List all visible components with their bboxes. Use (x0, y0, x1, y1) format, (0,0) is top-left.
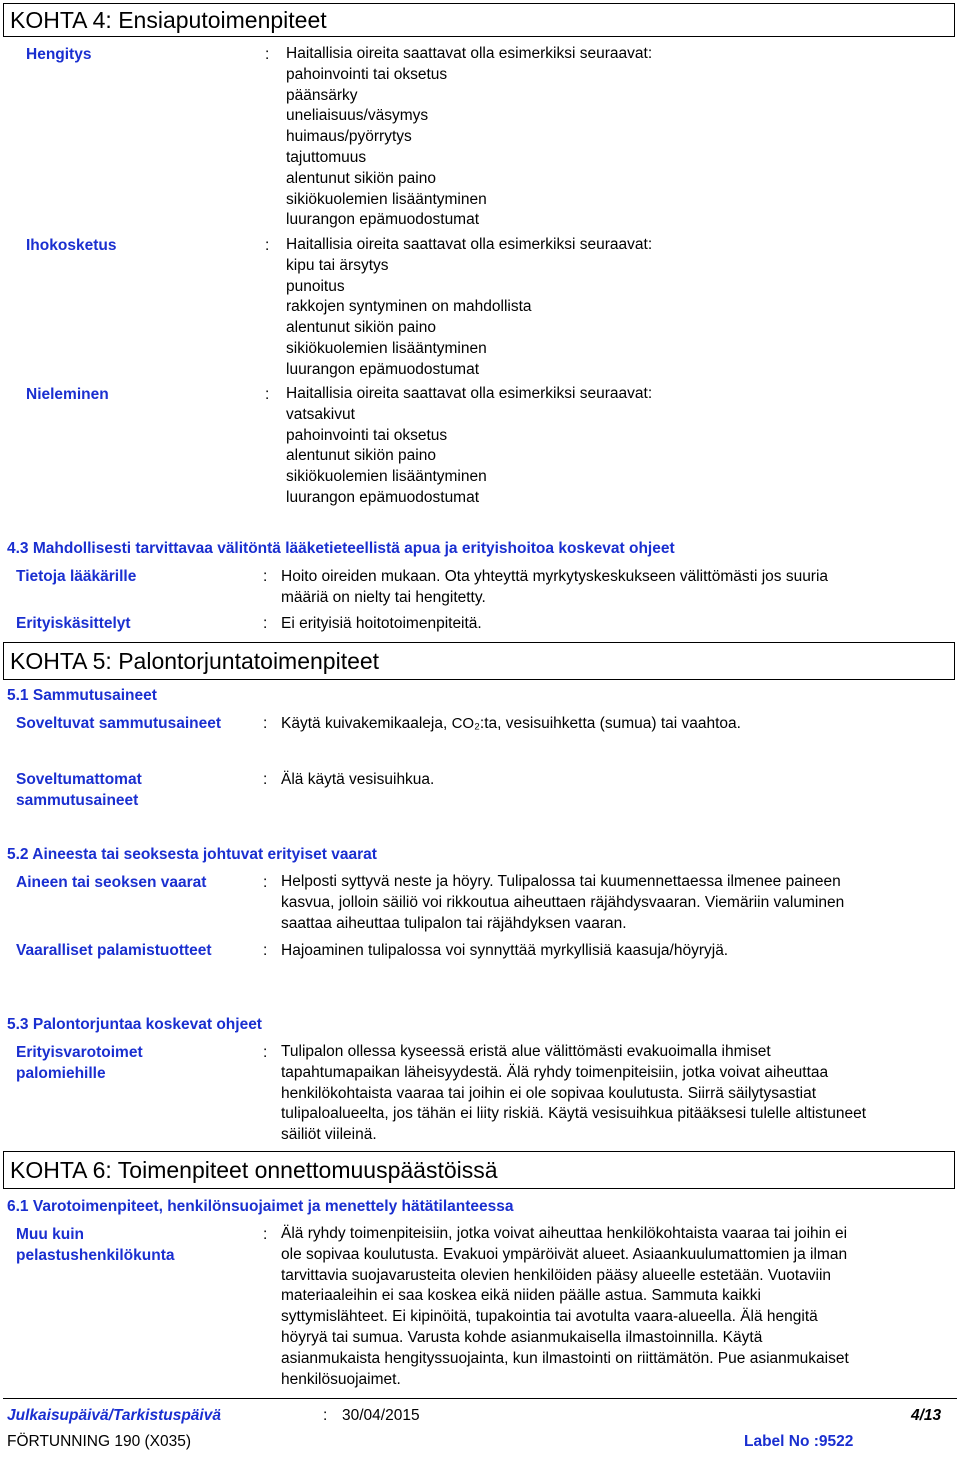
sopimattomat-label-2: sammutusaineet (16, 792, 139, 809)
footer-page-number: 4/13 (911, 1407, 942, 1424)
line: Älä ryhdy toimenpiteisiin, jotka voivat aiheuttaa henkilökohtaista vaaraa tai joihin ei (281, 1225, 848, 1242)
sopimattomat-label-1: Soveltumattomat (16, 771, 142, 788)
line: materiaaleihin ei saa koskea eikä niiden päälle astua. Sammuta kaikki (281, 1287, 761, 1305)
line: ole sopivaa koulutusta. Evakuoi ympäröivät alueet. Asiaankuulumattomien ja ilman (281, 1245, 848, 1263)
colon: : (263, 615, 268, 632)
vaarat-label: Aineen tai seoksen vaarat (16, 874, 207, 891)
erityiskasittelyt-label: Erityiskäsittelyt (16, 615, 131, 632)
footer-date-value: 30/04/2015 (342, 1407, 420, 1424)
footer-divider (3, 1398, 957, 1399)
nieleminen-label: Nieleminen (26, 386, 109, 403)
footer-label-no: Label No :9522 (744, 1433, 854, 1450)
colon: : (263, 715, 268, 732)
line: saattaa aiheuttaa tulipalon tai räjähdyksen vaaran. (281, 914, 627, 932)
colon: : (263, 1044, 268, 1061)
nieleminen-lines (286, 384, 652, 509)
tietoja-line-2: määriä on nielty tai hengitetty. (281, 589, 486, 606)
line: syttymislähteet. Ei kipinöitä, tupakointia tai avotulta vaara-alueella. Älä hengitä (281, 1308, 818, 1326)
soveltuvat-value (281, 713, 741, 734)
colon: : (265, 386, 270, 403)
section-5-title: KOHTA 5: Palontorjuntatoimenpiteet (3, 642, 955, 680)
soveltuvat-text-a: Käytä kuivakemikaaleja, (281, 715, 452, 732)
subsection-6-1-title: 6.1 Varotoimenpiteet, henkilönsuojaimet ja menettely hätätilanteessa (7, 1198, 514, 1215)
line: huimaus/pyörrytys (286, 128, 412, 146)
soveltuvat-label: Soveltuvat sammutusaineet (16, 715, 222, 732)
line: tarvittavia suojavarusteita olevien henkilöiden pääsy alueelle estetään. Vuotaviin (281, 1266, 832, 1284)
line: pahoinvointi tai oksetus (286, 426, 448, 444)
line: Tulipalon ollessa kyseessä eristä alue välittömästi evakuoimalla ihmiset (281, 1043, 771, 1060)
ihokosketus-label: Ihokosketus (26, 237, 117, 254)
colon: : (323, 1407, 328, 1424)
palamistuotteet-label: Vaaralliset palamistuotteet (16, 942, 212, 959)
colon: : (263, 771, 268, 788)
line: alentunut sikiön paino (286, 447, 436, 465)
hengitys-label: Hengitys (26, 46, 92, 63)
colon: : (263, 1226, 268, 1243)
tietoja-line-1: Hoito oireiden mukaan. Ota yhteyttä myrkytyskeskukseen välittömästi jos suuria (281, 568, 829, 585)
line: luurangon epämuodostumat (286, 211, 480, 229)
footer-product-name: FÖRTUNNING 190 (X035) (7, 1433, 192, 1450)
line: rakkojen syntyminen on mahdollista (286, 298, 532, 316)
vaarat-lines (281, 872, 844, 934)
muu-kuin-label-1: Muu kuin (16, 1226, 85, 1243)
line: Haitallisia oireita saattavat olla esimerkiksi seuraavat: (286, 45, 653, 62)
line: Helposti syttyvä neste ja höyry. Tulipalossa tai kuumennettaessa ilmenee paineen (281, 873, 841, 890)
line: kasvua, jolloin säiliö voi rikkoutua aiheuttaen räjähdysvaaran. Viemäriin valuminen (281, 893, 845, 911)
line: henkilökohtaista vaaraa tai joihin ei ole sopivaa koulutusta. Siirrä säilytysastiat (281, 1084, 817, 1102)
subsection-4-3-title: 4.3 Mahdollisesti tarvittavaa välitöntä lääketieteellistä apua ja erityishoitoa koskevat ohjeet (7, 540, 675, 557)
colon: : (263, 568, 268, 585)
section-6-title: KOHTA 6: Toimenpiteet onnettomuuspäästöissä (3, 1151, 955, 1189)
co2-formula: CO₂ (451, 715, 480, 732)
erityisvarotoimet-lines (281, 1042, 866, 1146)
subsection-5-3-title: 5.3 Palontorjuntaa koskevat ohjeet (7, 1016, 262, 1033)
subsection-5-2-title: 5.2 Aineesta tai seoksesta johtuvat erityiset vaarat (7, 846, 377, 863)
line: sikiökuolemien lisääntyminen (286, 339, 487, 357)
sopimattomat-value: Älä käytä vesisuihkua. (281, 771, 435, 788)
erityisvarotoimet-label-2: palomiehille (16, 1065, 106, 1082)
colon: : (265, 46, 270, 63)
line: säiliöt viileinä. (281, 1126, 377, 1144)
line: henkilösuojaimet. (281, 1370, 401, 1388)
line: tajuttomuus (286, 148, 367, 166)
footer-date-label: Julkaisupäivä/Tarkistuspäivä (7, 1407, 221, 1424)
colon: : (263, 942, 268, 959)
line: alentunut sikiön paino (286, 319, 436, 337)
line: punoitus (286, 277, 345, 295)
line: luurangon epämuodostumat (286, 360, 480, 378)
colon: : (265, 237, 270, 254)
colon: : (263, 874, 268, 891)
palamistuotteet-value: Hajoaminen tulipalossa voi synnyttää myrkyllisiä kaasuja/höyryjä. (281, 942, 729, 959)
line: tulipaloalueelta, jos tähän ei liity riskiä. Käytä vesisuihkua pitääksesi tulelle altistuneet (281, 1105, 867, 1123)
line: höyryä tai sumua. Varusta kohde asianmukaisella ilmastoinnilla. Käytä (281, 1328, 763, 1346)
line: Haitallisia oireita saattavat olla esimerkiksi seuraavat: (286, 236, 653, 253)
line: pahoinvointi tai oksetus (286, 65, 448, 83)
line: tapahtumapaikan läheisyydestä. Älä ryhdy toimenpiteisiin, jotka voivat aiheuttaa (281, 1063, 829, 1081)
line: asianmukaista hengityssuojainta, kun ilmastointi on riittämätön. Pue asianmukaiset (281, 1349, 849, 1367)
erityisvarotoimet-label-1: Erityisvarotoimet (16, 1044, 143, 1061)
line: luurangon epämuodostumat (286, 488, 480, 506)
line: vatsakivut (286, 405, 355, 423)
line: sikiökuolemien lisääntyminen (286, 468, 487, 486)
hengitys-lines (286, 44, 652, 231)
tietoja-label: Tietoja lääkärille (16, 568, 137, 585)
line: Haitallisia oireita saattavat olla esimerkiksi seuraavat: (286, 385, 653, 402)
muu-kuin-label-2: pelastushenkilökunta (16, 1247, 175, 1264)
soveltuvat-text-b: :ta, vesisuihketta (sumua) tai vaahtoa. (479, 715, 741, 732)
line: päänsärky (286, 86, 358, 104)
line: alentunut sikiön paino (286, 169, 436, 187)
line: sikiökuolemien lisääntyminen (286, 190, 487, 208)
line: uneliaisuus/väsymys (286, 107, 429, 125)
muu-kuin-lines (281, 1224, 849, 1390)
ihokosketus-lines (286, 235, 652, 381)
erityiskasittelyt-value: Ei erityisiä hoitotoimenpiteitä. (281, 615, 482, 632)
subsection-5-1-title: 5.1 Sammutusaineet (7, 687, 157, 704)
line: kipu tai ärsytys (286, 256, 389, 274)
section-4-title: KOHTA 4: Ensiaputoimenpiteet (3, 3, 955, 37)
